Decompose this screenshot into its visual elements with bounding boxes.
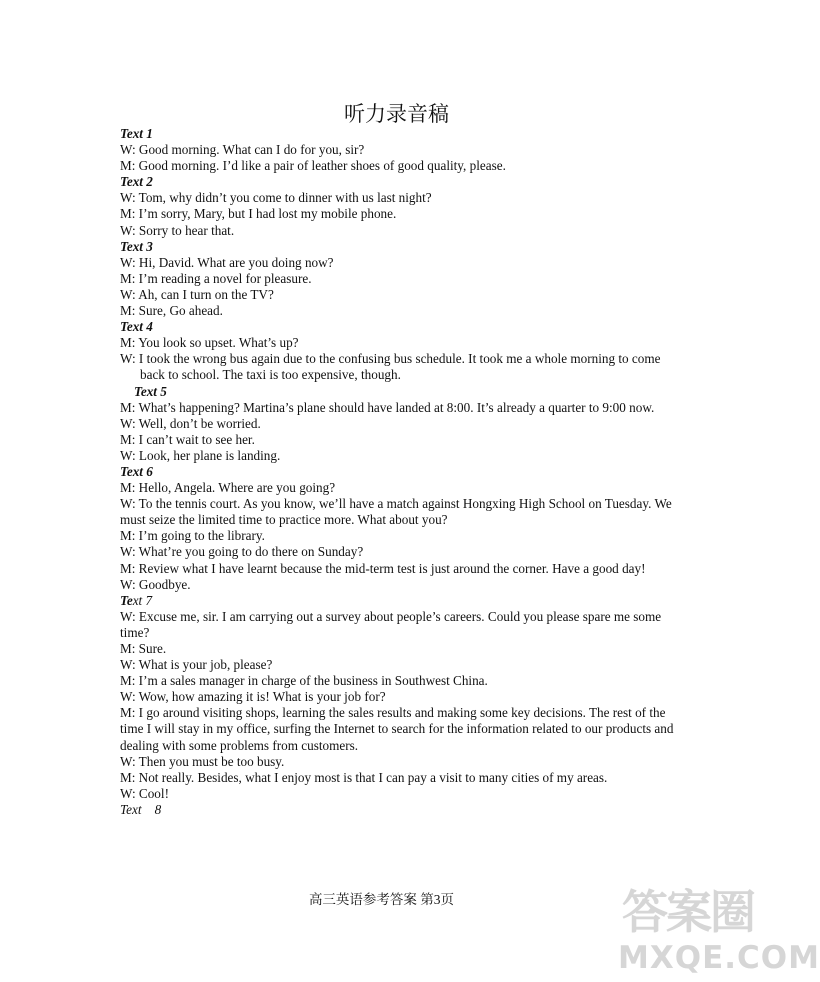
dialogue-line: M: I’m a sales manager in charge of the business in Southwest China. (120, 673, 488, 689)
dialogue-line: W: Then you must be too busy. (120, 753, 285, 769)
dialogue-line: W: Good morning. What can I do for you, sir? (120, 142, 365, 158)
watermark-text: MXQE.COM (618, 940, 820, 976)
section-heading-part: Te (120, 592, 133, 608)
watermark (618, 872, 820, 978)
footer-text: 高三英语参考答案 第3页 (308, 892, 455, 907)
dialogue-line: W: Excuse me, sir. I am carrying out a survey about people’s careers. Could you please spare me some time? (120, 608, 662, 640)
dialogue-line: M: Sure, Go ahead. (120, 303, 223, 319)
section-heading: Text 4 (120, 319, 153, 335)
section-heading: Text 8 (120, 801, 162, 817)
dialogue-line: M: Not really. Besides, what I enjoy most is that I can pay a visit to many cities of my areas. (120, 769, 608, 785)
dialogue-line: M: I can’t wait to see her. (120, 431, 255, 447)
dialogue-line: W: Look, her plane is landing. (120, 447, 281, 463)
section-heading: Text 1 (120, 126, 153, 141)
dialogue-line: M: I’m going to the library. (120, 528, 265, 544)
transcript-body (120, 126, 680, 818)
dialogue-line: W: What’re you going to do there on Sunday? (120, 544, 364, 560)
dialogue-line: W: To the tennis court. As you know, we’ll have a match against Hongxing High School on Tuesday. We must seize the limited time to practice more. What about you? (120, 496, 672, 528)
dialogue-line: M: I’m sorry, Mary, but I had lost my mobile phone. (120, 206, 397, 222)
dialogue-line: W: Wow, how amazing it is! What is your job for? (120, 689, 386, 705)
section-heading: Text 3 (120, 238, 153, 254)
dialogue-line: M: What’s happening? Martina’s plane should have landed at 8:00. It’s already a quarter to 9:00 now. (120, 399, 655, 415)
dialogue-line: W: Sorry to hear that. (120, 222, 235, 238)
watermark-glyphs: 答案圈 (622, 885, 754, 939)
section-heading: Text 5 (134, 383, 167, 399)
dialogue-line: M: Sure. (120, 641, 167, 656)
dialogue-line: M: I’m reading a novel for pleasure. (120, 270, 312, 286)
section-heading: Text 6 (120, 463, 153, 479)
dialogue-line: W: What is your job, please? (120, 657, 273, 673)
dialogue-line: W: Ah, can I turn on the TV? (120, 286, 274, 302)
dialogue-line: W: I took the wrong bus again due to the confusing bus schedule. It took me a whole morning to come back to school. The taxi is too expensive, though. (120, 351, 661, 383)
dialogue-line: M: Good morning. I’d like a pair of leather shoes of good quality, please. (120, 158, 506, 174)
dialogue-line: M: Hello, Angela. Where are you going? (120, 480, 336, 496)
page-title: 听力录音稿 (344, 102, 449, 126)
dialogue-line: W: Well, don’t be worried. (120, 415, 261, 431)
section-heading: Text 2 (120, 174, 153, 190)
dialogue-line: W: Hi, David. What are you doing now? (120, 254, 334, 270)
dialogue-line: M: You look so upset. What’s up? (120, 335, 299, 351)
dialogue-line: W: Goodbye. (120, 576, 191, 592)
dialogue-line: W: Tom, why didn’t you come to dinner with us last night? (120, 190, 432, 206)
section-heading-part: xt 7 (132, 592, 153, 608)
section-heading (120, 593, 680, 609)
dialogue-line: W: Cool! (120, 785, 169, 801)
dialogue-line: M: I go around visiting shops, learning the sales results and making some key decisions. The rest of the time I will stay in my office, surfing the Internet to search for the information related to our products and dealing with some problems from customers. (120, 705, 674, 753)
dialogue-line: M: Review what I have learnt because the mid-term test is just around the corner. Have a good day! (120, 560, 646, 576)
